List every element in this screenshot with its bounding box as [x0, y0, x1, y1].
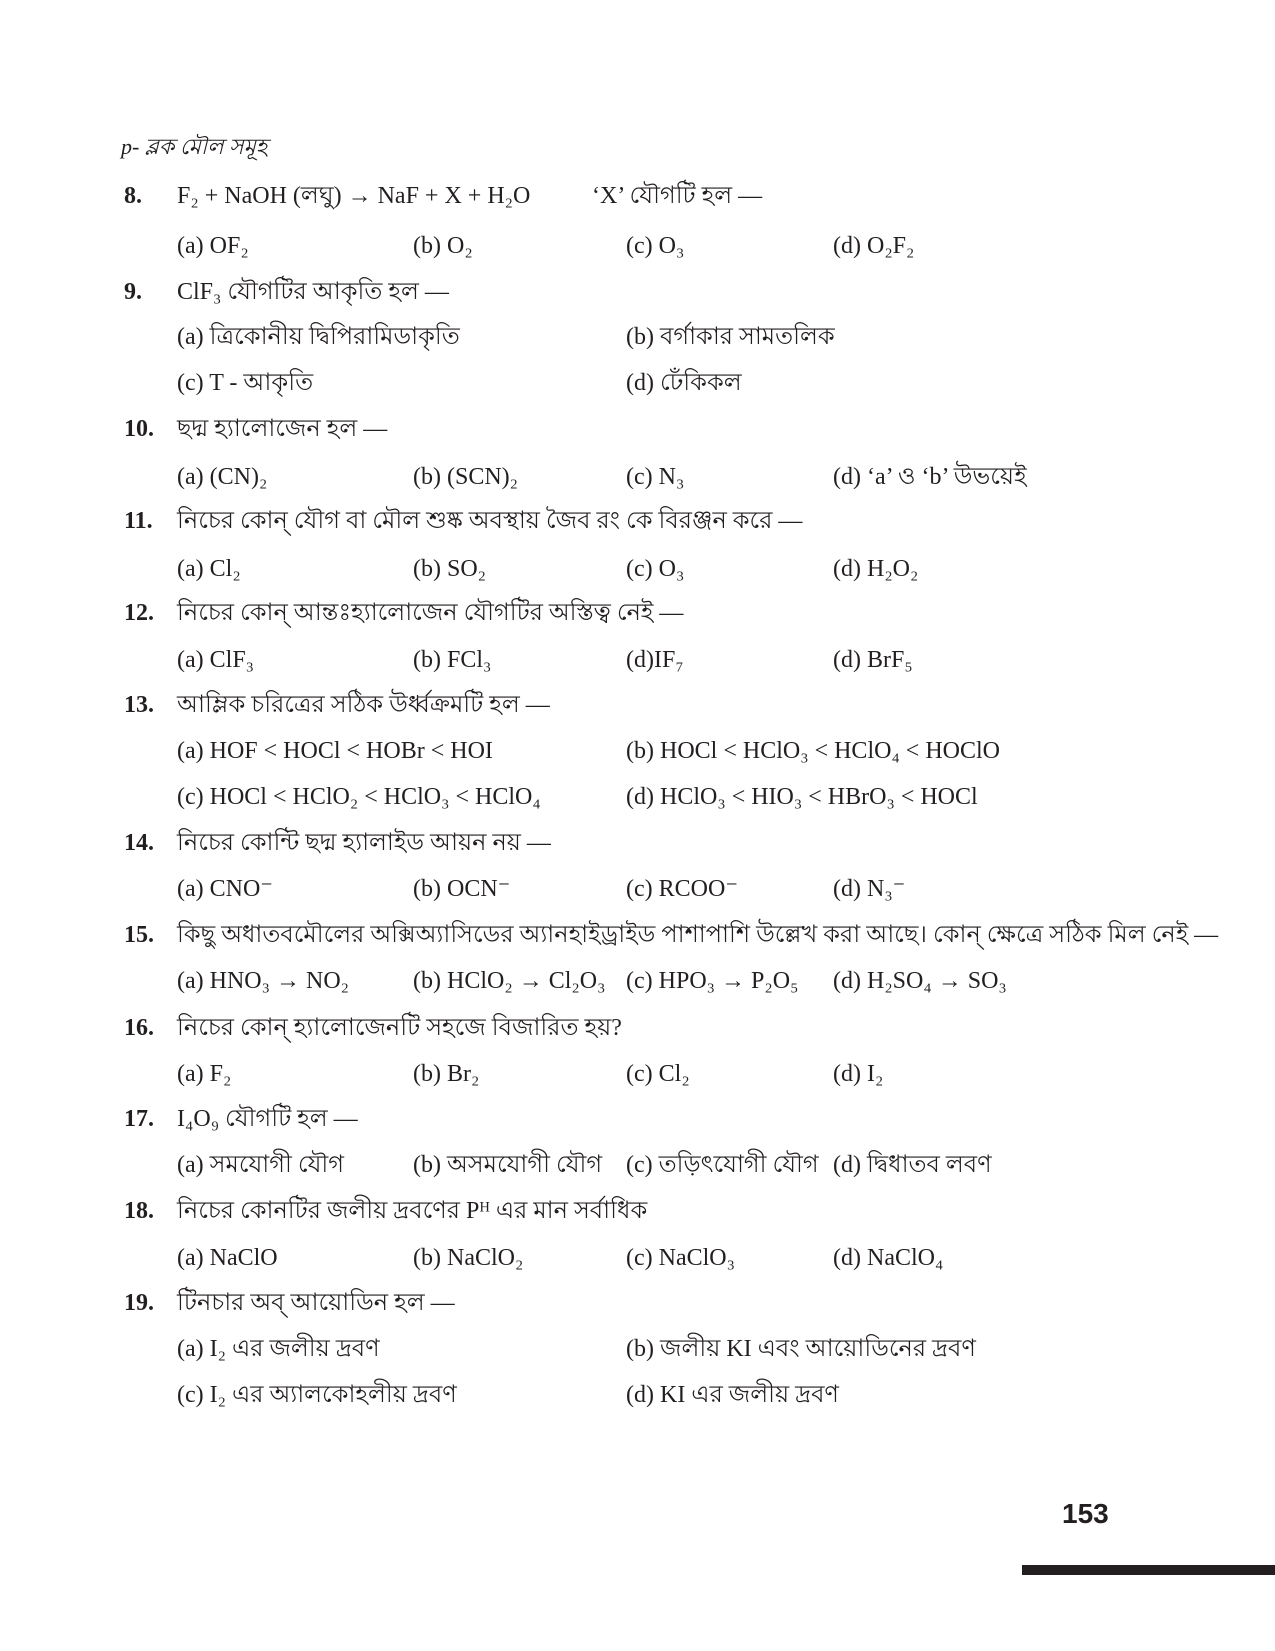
option-b: (b) (SCN)₂	[413, 464, 519, 490]
question-number: 16.	[124, 1015, 154, 1041]
question-text: কিছু অধাতবমৌলের অক্সিঅ্যাসিডের অ্যানহাইড্রাইড পাশাপাশি উল্লেখ করা আছে। কোন্ ক্ষেত্রে সঠিক মিল নেই —	[177, 922, 1219, 948]
question-16	[124, 1011, 1134, 1045]
option-d: (d) BrF₅	[833, 647, 913, 673]
options-row	[177, 780, 1137, 814]
option-a: (a) HOF < HOCl < HOBr < HOI	[177, 738, 493, 764]
option-c: (c) RCOO⁻	[626, 876, 738, 902]
option-c: (c) NaClO₃	[626, 1245, 735, 1271]
option-b: (b) বর্গাকার সামতলিক	[626, 324, 835, 350]
question-subprompt: ‘X’ যৌগটি হল —	[592, 183, 763, 209]
option-d: (d) H₂O₂	[833, 556, 919, 582]
question-text: F₂ + NaOH (লঘু) → NaF + X + H₂O	[177, 183, 531, 209]
question-number: 10.	[124, 416, 154, 442]
question-text: I₄O₉ যৌগটি হল —	[177, 1106, 358, 1132]
option-b: (b) NaClO₂	[413, 1245, 524, 1271]
question-18	[124, 1194, 1134, 1228]
option-a: (a) Cl₂	[177, 556, 241, 582]
question-number: 17.	[124, 1106, 154, 1132]
option-c: (c) T - আকৃতি	[177, 370, 314, 396]
question-9	[124, 275, 1134, 309]
options-row	[177, 1378, 1137, 1412]
question-number: 13.	[124, 692, 154, 718]
option-b: (b) SO₂	[413, 556, 487, 582]
option-a: (a) সমযোগী যৌগ	[177, 1152, 345, 1178]
question-10	[124, 412, 1134, 446]
option-d: (d) ‘a’ ও ‘b’ উভয়েই	[833, 464, 1027, 490]
footer-rule	[1022, 1565, 1275, 1575]
option-a: (a) NaClO	[177, 1245, 278, 1271]
question-number: 8.	[124, 183, 142, 209]
question-text: ClF₃ যৌগটির আকৃতি হল —	[177, 279, 449, 305]
options-row	[177, 734, 1137, 768]
option-d: (d) HClO₃ < HIO₃ < HBrO₃ < HOCl	[626, 784, 978, 810]
option-c: (c) I₂ এর অ্যালকোহলীয় দ্রবণ	[177, 1382, 457, 1408]
option-b: (b) অসমযোগী যৌগ	[413, 1152, 603, 1178]
option-a: (a) CNO⁻	[177, 876, 273, 902]
option-b: (b) Br₂	[413, 1061, 480, 1087]
options-row	[177, 552, 1137, 586]
option-b: (b) O₂	[413, 233, 473, 259]
question-text: নিচের কোন্টি ছদ্ম হ্যালাইড আয়ন নয় —	[177, 830, 551, 856]
option-b: (b) HClO₂ → Cl₂O₃	[413, 968, 606, 994]
question-text: নিচের কোনটির জলীয় দ্রবণের Pᴴ এর মান সর্বাধিক	[177, 1198, 648, 1224]
option-d: (d) NaClO₄	[833, 1245, 944, 1271]
options-row	[177, 643, 1137, 677]
options-row	[177, 872, 1137, 906]
question-12	[124, 596, 1134, 630]
question-17	[124, 1102, 1134, 1136]
option-d: (d) দ্বিধাতব লবণ	[833, 1152, 992, 1178]
options-row	[177, 1148, 1137, 1182]
option-a: (a) F₂	[177, 1061, 232, 1087]
options-row	[177, 320, 1137, 354]
question-19	[124, 1286, 1134, 1320]
option-c: (c) O₃	[626, 233, 685, 259]
option-d: (d) KI এর জলীয় দ্রবণ	[626, 1382, 839, 1408]
option-b: (b) FCl₃	[413, 647, 492, 673]
option-d: (d) I₂	[833, 1061, 884, 1087]
page-number: 153	[1062, 1498, 1109, 1529]
options-row	[177, 964, 1137, 998]
question-number: 15.	[124, 922, 154, 948]
option-d: (d) N₃⁻	[833, 876, 906, 902]
options-row	[177, 366, 1137, 400]
option-c: (c) O₃	[626, 556, 685, 582]
question-text: নিচের কোন্ হ্যালোজেনটি সহজে বিজারিত হয়?	[177, 1015, 622, 1041]
question-13	[124, 688, 1134, 722]
options-row	[177, 1332, 1137, 1366]
question-number: 12.	[124, 600, 154, 626]
question-8	[124, 179, 1134, 213]
options-row	[177, 460, 1137, 494]
question-text: টিনচার অব্ আয়োডিন হল —	[177, 1290, 455, 1316]
option-a: (a) ত্রিকোনীয় দ্বিপিরামিডাকৃতি	[177, 324, 460, 350]
chapter-header: p- ব্লক মৌল সমূহ	[121, 134, 268, 159]
question-14	[124, 826, 1134, 860]
option-c: (d)IF₇	[626, 647, 684, 673]
option-d: (d) ঢেঁকিকল	[626, 370, 742, 396]
question-11	[124, 504, 1134, 538]
options-row	[177, 1057, 1137, 1091]
option-c: (c) HPO₃ → P₂O₅	[626, 968, 799, 994]
options-row	[177, 1241, 1137, 1275]
option-a: (a) ClF₃	[177, 647, 255, 673]
option-b: (b) OCN⁻	[413, 876, 511, 902]
option-c: (c) HOCl < HClO₂ < HClO₃ < HClO₄	[177, 784, 541, 810]
question-number: 14.	[124, 830, 154, 856]
option-c: (c) তড়িৎযোগী যৌগ	[626, 1152, 819, 1178]
option-c: (c) N₃	[626, 464, 685, 490]
question-number: 18.	[124, 1198, 154, 1224]
question-text: ছদ্ম হ্যালোজেন হল —	[177, 416, 388, 442]
question-15	[124, 918, 1219, 952]
option-b: (b) HOCl < HClO₃ < HClO₄ < HOClO	[626, 738, 1001, 764]
option-b: (b) জলীয় KI এবং আয়োডিনের দ্রবণ	[626, 1336, 976, 1362]
options-row	[177, 229, 1137, 263]
question-number: 19.	[124, 1290, 154, 1316]
option-c: (c) Cl₂	[626, 1061, 690, 1087]
question-number: 11.	[124, 508, 153, 534]
question-text: নিচের কোন্ যৌগ বা মৌল শুষ্ক অবস্থায় জৈব রং কে বিরঞ্জন করে —	[177, 508, 803, 534]
question-text: নিচের কোন্ আন্তঃহ্যালোজেন যৌগটির অস্তিত্ব নেই —	[177, 600, 684, 626]
option-a: (a) HNO₃ → NO₂	[177, 968, 350, 994]
question-number: 9.	[124, 279, 142, 305]
question-text: আম্লিক চরিত্রের সঠিক উর্ধ্বক্রমটি হল —	[177, 692, 550, 718]
option-a: (a) OF₂	[177, 233, 249, 259]
option-a: (a) (CN)₂	[177, 464, 268, 490]
option-d: (d) O₂F₂	[833, 233, 915, 259]
option-a: (a) I₂ এর জলীয় দ্রবণ	[177, 1336, 380, 1362]
option-d: (d) H₂SO₄ → SO₃	[833, 968, 1007, 994]
